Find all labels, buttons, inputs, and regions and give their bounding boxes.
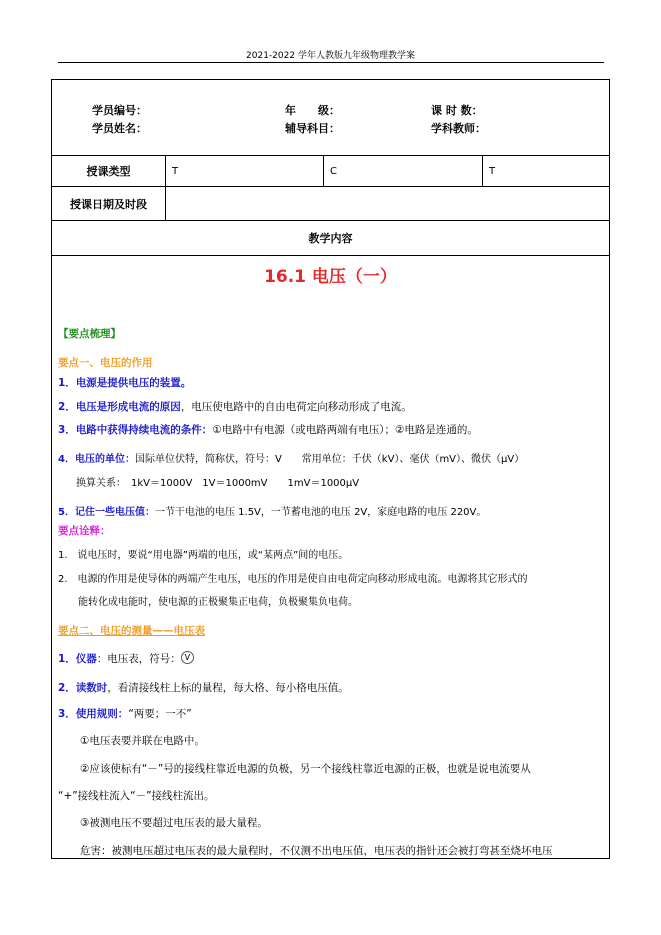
type-value-3: T — [489, 165, 496, 177]
page-header: 2021-2022 学年人教版九年级物理教学案 — [246, 51, 415, 61]
point1-item: 3．电路中获得持续电流的条件：①电路中有电源（或电路两端有电压）；②电路是连通的。 — [58, 424, 478, 436]
rule-item: ①电压表要并联在电路中。 — [80, 735, 205, 747]
teacher-label: 学科教师： — [431, 122, 486, 135]
hours-label: 课 时 数： — [431, 104, 483, 117]
grade-label: 年 级： — [285, 104, 340, 117]
rule-item: 危害：被测电压超过电压表的最大量程时，不仅测不出电压值，电压表的指针还会被打弯甚至烧坏电压 — [80, 845, 553, 857]
point1-heading: 要点一、电压的作用 — [58, 357, 153, 369]
date-label: 授课日期及时段 — [52, 187, 166, 220]
section-heading: 【要点梳理】 — [58, 328, 121, 340]
notes-heading: 要点诠释： — [58, 525, 111, 537]
conversion-line: 换算关系： 1kV＝1000V 1V＝1000mV 1mV＝1000μV — [76, 478, 360, 489]
note-item: 1. 说电压时，要说“用电器”两端的电压，或“某两点”间的电压。 — [58, 550, 349, 561]
point2-item: 3．使用规则：“两要；一不” — [58, 708, 192, 720]
lesson-content — [52, 256, 609, 858]
date-row — [52, 187, 609, 221]
header-rule — [58, 62, 604, 63]
point1-item: 4．电压的单位：国际单位伏特，简称伏，符号：V 常用单位：千伏（kV）、毫伏（mV）、微伏（μV） — [58, 454, 525, 465]
type-row — [52, 156, 609, 187]
point1-item: 1．电源是提供电压的装置。 — [58, 377, 192, 389]
voltmeter-symbol-icon: V — [181, 651, 194, 664]
rule-item: ③被测电压不要超过电压表的最大量程。 — [80, 817, 268, 829]
rule-item: “+”接线柱流入“－”接线柱流出。 — [58, 790, 215, 802]
point1-item: 2．电压是形成电流的原因，电压使电路中的自由电荷定向移动形成了电流。 — [58, 401, 412, 413]
point2-item: 1．仪器：电压表，符号： V — [58, 651, 194, 666]
subject-label: 辅导科目： — [285, 122, 340, 135]
type-value-2: C — [324, 156, 483, 186]
info-row — [52, 80, 609, 156]
point2-item: 2．读数时，看清接线柱上标的量程，每大格、每小格电压值。 — [58, 682, 349, 694]
note-item: 2. 电源的作用是使导体的两端产生电压，电压的作用是使自由电荷定向移动形成电流。电源将其它形式的 — [58, 574, 528, 585]
point1-item: 5．记住一些电压值：一节干电池的电压 1.5V，一节蓄电池的电压 2V，家庭电路的电压 220V。 — [58, 507, 487, 518]
type-value-1: T — [166, 156, 324, 186]
student-id-label: 学员编号： — [92, 104, 147, 117]
content-label: 教学内容 — [52, 221, 609, 256]
lesson-title: 16.1 电压（一） — [264, 267, 397, 287]
lesson-table — [51, 79, 610, 859]
point2-heading: 要点二、电压的测量——电压表 — [58, 625, 205, 637]
student-name-label: 学员姓名： — [92, 122, 147, 135]
type-label: 授课类型 — [52, 156, 166, 186]
rule-item: ②应该使标有“－”号的接线柱靠近电源的负极，另一个接线柱靠近电源的正极，也就是说电流要从 — [80, 763, 531, 775]
note-item-cont: 能转化成电能时，使电源的正极聚集正电荷，负极聚集负电荷。 — [78, 597, 358, 608]
